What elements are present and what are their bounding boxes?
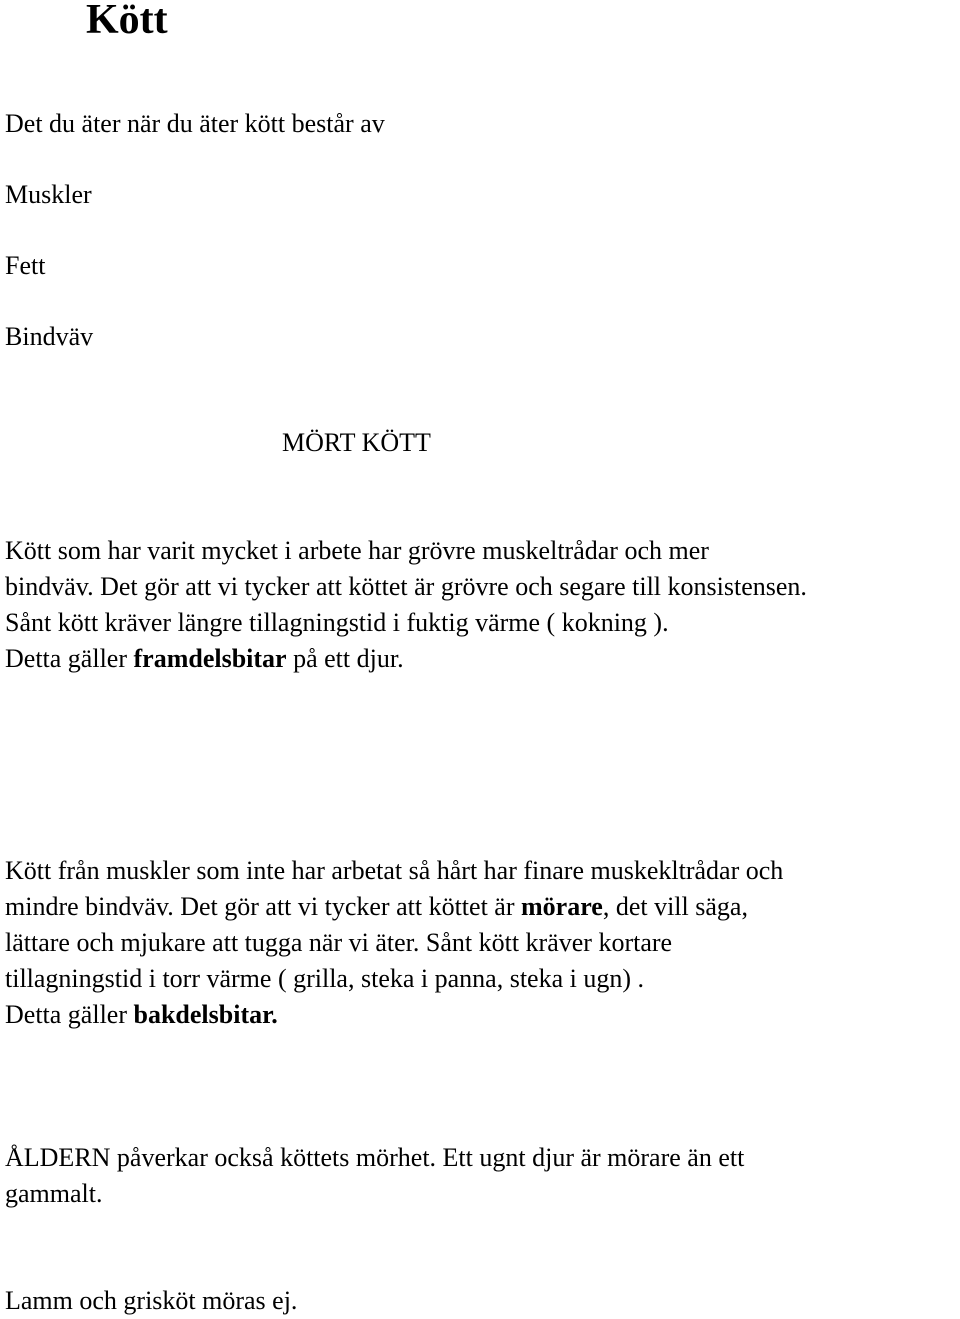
emphasis-framdelsbitar: framdelsbitar — [133, 644, 287, 673]
paragraph-line: tillagningstid i torr värme ( grilla, steka i panna, steka i ugn) . — [5, 964, 645, 993]
section-heading: MÖRT KÖTT — [282, 428, 431, 457]
paragraph-line: ÅLDERN påverkar också köttets mörhet. Ett ugnt djur är mörare än ett — [5, 1143, 745, 1172]
paragraph-age — [5, 1140, 744, 1212]
paragraph-tender-meat — [5, 853, 783, 1033]
component-connective-tissue: Bindväv — [5, 322, 94, 351]
page-title: Kött — [86, 0, 168, 43]
paragraph-lamb-pork: Lamm och grisköt möras ej. — [5, 1286, 298, 1315]
paragraph-line: lättare och mjukare att tugga när vi äter. Sånt kött kräver kortare — [5, 928, 673, 957]
paragraph-tough-meat — [5, 533, 807, 677]
paragraph-line: Kött från muskler som inte har arbetat så hårt har finare muskekltrådar och — [5, 856, 784, 885]
component-muscles: Muskler — [5, 180, 92, 209]
emphasis-morare: mörare — [521, 892, 603, 921]
emphasis-bakdelsbitar: bakdelsbitar. — [133, 1000, 278, 1029]
paragraph-line: mindre bindväv. Det gör att vi tycker att köttet är mörare, det vill säga, — [5, 892, 748, 921]
component-fat: Fett — [5, 251, 46, 280]
intro-text: Det du äter när du äter kött består av — [5, 109, 385, 138]
paragraph-line: bindväv. Det gör att vi tycker att köttet är grövre och segare till konsistensen. — [5, 572, 807, 601]
paragraph-line: gammalt. — [5, 1179, 103, 1208]
paragraph-line: Kött som har varit mycket i arbete har grövre muskeltrådar och mer — [5, 536, 709, 565]
paragraph-line: Detta gäller framdelsbitar på ett djur. — [5, 644, 404, 673]
paragraph-line: Sånt kött kräver längre tillagningstid i fuktig värme ( kokning ). — [5, 608, 669, 637]
paragraph-line: Detta gäller bakdelsbitar. — [5, 1000, 278, 1029]
